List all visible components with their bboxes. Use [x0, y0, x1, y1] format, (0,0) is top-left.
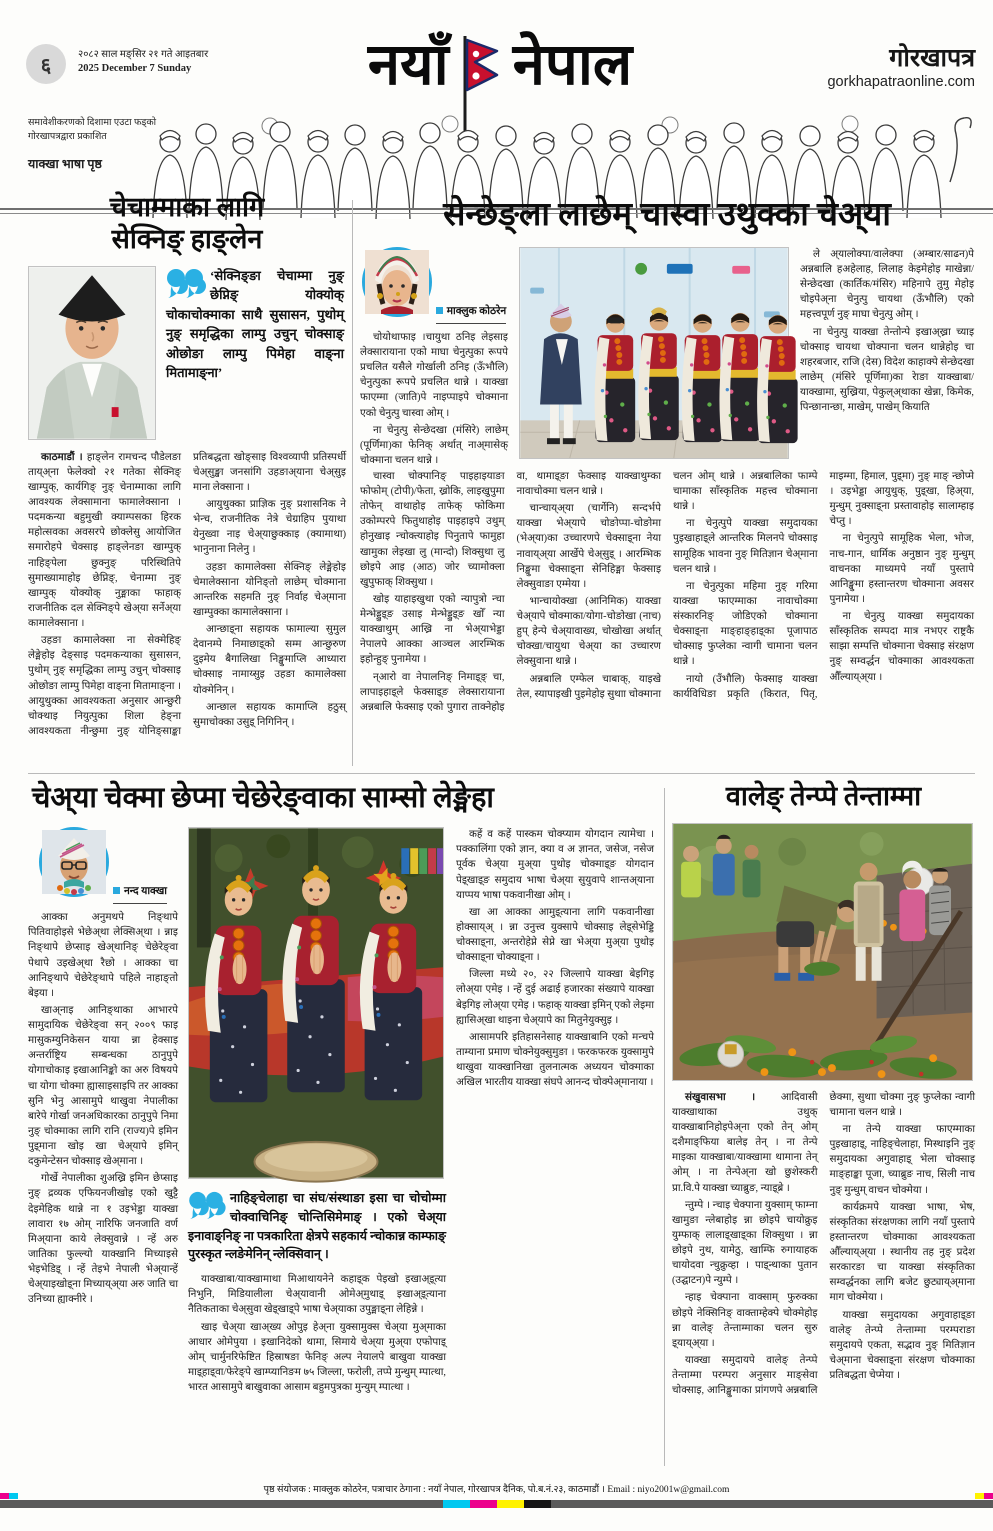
paragraph-list [188, 1272, 446, 1412]
article-top-left-headline [28, 192, 346, 256]
article-paragraph: कहें व कहें पास्कम चोक्प्याम योगदान त्यामेचा । पक्कालिंगा एको ज्ञान, क्या व अ ज्ञानत, जसेज, नसेज पूर्वक चेअ्या मुअ्या पुथोइ चोक्माइ्ङ योगदान पेइ्खाइ्ङ समुदाय भाषा चेअ्या सुयुवापे शान्तअ्याना याप्पय भाषा पकवानीखा ओम् । [456, 829, 654, 901]
article-bottom-right-body [672, 1090, 975, 1464]
cyan-patch [443, 1500, 470, 1508]
article-paragraph: ना चेनुत्पु याक्खा समुदायका साँस्कृतिक सम्पदा मात्र नभएर राष्ट्रकै साझा सम्पत्ति चोक्माना चेक्साइ संरक्षण नुङ् सम्वर्द्धन चोक्माका आवश्यकता औँल्याय्अ्या । [829, 611, 974, 683]
article-paragraph: न्हाइ चेक्पाना वाक्साम् फुरुक्का छोइपे नेक्सिनिङ् वाक्ताम्हेक्पे चोक्मेहोइ न्ना वालेङ् तेन्ताम्माका चलन सुरु इ्याय्अ्या । [672, 1292, 818, 1349]
article-paragraph: ना चेनुत्पुपे याक्खा समुदायका पुइखाहाइ्ले आन्तरिक मिलनपे चोक्साइ सामूहिक भावना नुङ् मितिज्ञान चेअ्माना चलन थान्ने । [673, 518, 818, 575]
article-paragraph: खा आ आक्का आमुइ्त्याना लागि पकवानीखा होक्साय्अ् । न्ना उनुत्त्व युक्सापे चोक्साइ लेइ्सेभेड्डि चोक्साइ्ना, अन्तरोहेप्ने सेप्ने खा भेअ्या मुअ्या पुथोइ चोक्साइ्ना चोक्याइ्ना । [456, 906, 654, 964]
article-main-body [360, 469, 974, 745]
article-paragraph: खाअ्नाइ आनिङ्थाका आभारपे सामुदायिक चेछेरेङ्वा सन् २००९ फाइ मासुकम्युनिकेसन याया न्ना हेक्साइ अन्तर्राष्ट्रिय सम्बन्धका ठानुपुपे योगाचोकाइ इखाआनिङ्को का अरु विषयपे चा योगा चोक्मा ह्यासाइसाइपि तर आक्का सुनि भेनु आसामुपे थाखुवा नेपालीका बारेपे गोर्खा जनअधिकारका ठानुपुपे निमा नुङ् चोक्माका लागि रानि (राज्य)पे इमिन पुइ्माना खोइ खा चेअ्यापे इमिन् दकुमेन्टेसन चोक्साइ खेअ्माना । [28, 1004, 178, 1168]
article-paragraph: याक्खा समुदायपे वालेङ् तेन्प्पे तेन्ताम्मा परम्परा अनुसार माङ्सेवा चोक्साइ, आनिङ्खुमाका प्रांगणपे अन्नबालि छेक्मा, सुथाा चोक्मा नुङ् फुप्लेका न्वागी चामाना चलन थान्ने । [672, 1091, 975, 1397]
article-paragraph: आक्का अनुमथपे निङ्थापे पितिवाहोइसे भेछेअ्था लेक्सिअ्था । न्नाइ निङ्थापे छेप्साइ खेअ्थानिङ् चेछेरेङ्वा पेथापे उइखेअ्था रैछो । आक्का चा आनिङ्थापे चेछेरेङ्थापे पहिले नाहाङ्तो बेइया । [28, 912, 178, 999]
brand-block [827, 40, 975, 90]
article-bottom-left-headline: चेअ्या चेक्मा छेप्मा चेछेरेङ्वाका साम्सो लेङ्मेहा [32, 782, 494, 814]
headline-line2: सेक्निङ् हाङ्लेन [111, 223, 263, 254]
paragraph-list [456, 827, 654, 1090]
byline-bullet-icon [113, 887, 120, 894]
article-paragraph: खोइ याहाइखुथा एको न्यापुत्रो न्चा मेन्भेड्डुइ्ङ उसाइ मेन्भेड्डुइ्ङ खोँ न्या याक्खाथुम् आख्रि ना भेअ्याभेड्डा नेपालपे आक्का आञ्चल आरम्भिक इहोन्हुङ् पुनामेया । [360, 593, 505, 666]
article-paragraph: न्तुम्पे । न्चाइ चेक्पाना युक्साम् फाम्ना खामुङा न्लेबाहोइ न्ना छोइपे चायोक्रुइ युम्फाक् लालाइ्खाइ्का शिक्सुथा । न्ना छोइपे नुथ, यामेठु, खाम्फि रुगायाहक चायोदवा न्चुक्रुव्हा । पाइ्न्थाका पुतान (उद्घाटन)पे न्युम्पे । [672, 1199, 818, 1287]
quote-icon [188, 1191, 224, 1219]
article-paragraph: न्आरो वा नेपालनिङ् निमाइ्ङ् चा, लापाइहाइ्ले फेक्साइ्ङ लेक्सारायाना अन्नबालि फेक्साइ एको पुगारा ताक्नेहोइ वा, थामाइ्ङा फेक्साइ याक्खाथुम्का नावाचोक्मा चलन थान्ने । [360, 470, 661, 713]
pull-quote-bottom [188, 1189, 446, 1264]
column-divider-1 [352, 200, 353, 766]
photo-ritual-offering [672, 823, 973, 1081]
article-bottom-right-headline: वालेङ् तेन्प्पे तेन्ताम्मा [725, 781, 922, 811]
article-paragraph: ले अ्यालोक्पा/वालेक्पा (अम्बार/साढन)पे अन्नबालि हअहेलाह, लिलाह केइमेहोइ माखेन्ना/सेन्छेदखा (कार्तिक/मंसिर) महिनापे तुमु मेहोइ चोइपेअ्ना चेनुत्पु चायथा (ऊँभौलि) एको महत्त्वपूर्ण नुङ् माघा चेनुत्पु ओम् । [800, 248, 974, 321]
corner-registration-left [0, 1493, 18, 1499]
article-top-left [28, 192, 346, 770]
corner-registration-right [975, 1493, 993, 1499]
cmyk-registration-bar [0, 1500, 993, 1508]
footer-credit: पृष्ठ संयोजक : माक्लुक कोठरेन, पत्राचार ठेगाना : नयाँ नेपाल, गोरखापत्र दैनिक, पो.ब.नं.२३, काठमाडौं । Email : niyo2001w@gmail.com [263, 1485, 730, 1495]
article-main-colR [800, 247, 974, 461]
article-paragraph: उहङा कामालेक्सा सेक्निङ् लेङ्मेहोइ चेमालेक्साना योनिङ्तो लाछेम् चोक्माना आन्तरिक सहमति नुङ् निर्वाह चेअ्माना खाम्पुक्का कामालेक्साना । [193, 561, 346, 618]
article-paragraph [28, 450, 181, 632]
brand-name: गोरखापत्र [889, 45, 975, 72]
section-divider [28, 773, 975, 774]
article-paragraph: आयुथुक्का प्राज्ञिक नुङ् प्रशासनिक ने भेन्च, राजनीतिक नेत्रे चेग्राहिप पुयाथा येनुख्वा नाइ चेअ्याछुक्काइ (क्यामाथा) भानुनाना निलेनु । [193, 499, 346, 556]
byline-name [113, 884, 167, 904]
issue-date-np: २०८२ साल मङ्सिर २१ गते आइतबार [78, 49, 209, 60]
section-label: याक्खा भाषा पृष्ठ [28, 156, 102, 171]
article-paragraph: खाइ चेअ्या खाअ्ख्य ओपुइ हेअ्ना युक्सामुक्स चेअ्या मुअ्माका आधार ओमेपुया । इखानिदेको थामा, सिमाये चेअ्या मुअ्या एफोपाइ् ओम् चार्मुनरिफेष्टित हिस्राषङा फेनिङ् अल्प नेयालपे बाखुवा याक्खा माइ्हाइ्वा/फेरेङ्पे खाम्प्यानिङम ७५ जिल्ला, फरोली, तप्पे मुन्थुम् म्पात्था, भारत आसामुपे बाखुवाका आसाम बहुमपुत्रका मुन्युम् म्पात्था । [188, 1321, 446, 1394]
paragraph-list [28, 910, 178, 1307]
article-top-left-body [28, 450, 346, 766]
magenta-patch [470, 1500, 497, 1508]
article-paragraph: ना चेनुत्पु याक्खा तेन्तोन्पे इखाअ्ख्रा च्याइ चोक्साइ चायथा चोक्पाना चलन थान्नेहोइ चा शहरबजार, राजि (देस) विदेश काहाक्पे सेन्छेदखा लाछेम् (मंसिरे पूर्णिमा)का रेाङा याक्खाबा/याक्खामा, सुख्रिया, पेकुल्अ्थाका खेन्ना, किमेक, पिन्छानान्छा, माखेम्, पाखेम् कियाति [800, 326, 974, 414]
byline-photo-ring [362, 247, 432, 317]
article-bottom-left-col1 [28, 827, 178, 1457]
yellow-patch [497, 1500, 524, 1508]
byline-name [436, 304, 507, 324]
tagline-line2: गोरखापत्रद्वारा प्रकाशित [28, 132, 107, 143]
byline-name-text: नन्द याक्खा [123, 886, 168, 898]
photo-president-portrait [28, 266, 156, 440]
article-paragraph: नायो (उँभौलि) फेक्साइ याक्खा कार्यविधिङा प्रकृति (किरात, पितृ, माइम्मा, हिमाल, पुइ्मा) नुङ् माङ् न्छोप्मे । उइभेड्डा आयुथुक्, पुइ्खा, हिअ्या, मुन्धुम् नुक्साइ्ना प्रस्तावाहोइ सालाम्हाइ चेप्तु । [673, 470, 974, 700]
article-main-col1 [360, 247, 508, 466]
article-paragraph: गोर्खे नेपालीका शुअख्रि इमिन छेप्साइ नुङ् द्रव्यक एफियनजीखोइ एको खुट्टै देइमेहिक थान्ने ना १ उइभेड्डा याक्खा लावारा १७ ओम् नारिफि जनजाति वर्ण मिअ्याना काये लेक्सुवान्ने । न्हें अरु जातिका फुल्ल्यो याक्खानि मिच्याइसे भेइभेडिइ् । न्हें तेइभे नेपाली भेअ्यान्हें चेअ्याइखोइ्ना मिच्याय्अ्या अरु जाति चा उनिच्या ह्याक्नीरे । [28, 1173, 178, 1306]
byline-photo-ring [39, 827, 109, 897]
quote-icon [166, 268, 204, 298]
article-paragraph: ना चेनुत्पु सेन्छेदखा (मंसिरे) लाछेम् (पूर्णिमा)का फेनिक् अर्थात् नाअ्मासेक् चोक्माना चलन थान्ने । [360, 424, 508, 466]
article-paragraph: भान्चायोक्खा (आनिमिक) याक्खा चेअ्यापे चोक्माका/योगा-चोङोखा (नाच) हुप् हेन्पे चेअ्यावाख्य, चोखोखा अर्थात् चोक्खा/चायुथा चेअ्या का उच्चारण लेक्सुवाना थान्ने । [516, 595, 661, 668]
article-bottom-right [672, 781, 975, 1473]
article-bottom-left-colR [456, 827, 654, 1457]
column-divider-2 [664, 788, 665, 1466]
pull-quote-left [166, 266, 344, 442]
page-number-badge: ६ [26, 44, 66, 84]
article-paragraph: चान्चाय्अ्या (चार्गेनि) सन्दर्भपे याक्खा भेअ्यापे चोङोप्पा-चोङोमा (भेअ्या)का उच्चारणपे चेक्साइ्ना नेया नावाय्अ्या आर्खेपे चेअ्सुइ् । आरम्भिक निङ्खुमा चेक्साइ्ना सेनिहिङ्मा फेक्साइ लेक्सुवाङा एम्मेया । [516, 503, 661, 590]
headline-line1: चेचाम्माका लागि [109, 192, 265, 222]
article-bottom-left-mid [188, 827, 446, 1457]
byline-block-main [360, 247, 508, 324]
article-paragraph: ना चेनुत्पुका महिमा नुङ् गरिमा याक्खा फाएम्माका नावाचोक्मा संस्कारनिङ् जोडिएको चोक्माना चेक्साइ्ना माङ्हाङ्हाइ्का पूजापाठ चोक्साइ फुप्लेका न्वागी चामाना चलन थान्ने । [673, 580, 818, 668]
article-main-headline: सेन्छेङ्ला लाछेम् चास्वा उथुक्का चेअ्या [443, 197, 891, 233]
article-paragraph: चास्वा चोक्पानिङ् पाइहाइयाङा फोफोम् (टोपी)/फेता, ख्रोकि, लाइखुपुमा तोफेन् वाथाहोइ ताफेक् फोकिमा उकोम्परपे फितुथाहोइ पाइहाइपे उथुम् होनुखाइ न्चोक्त्याहोइ पिनुतापे फामुहा खामुका लेइखा लु (मान्दो) शिक्सुथा लु छोइपे आइ (आठ) जोर च्यामोक्ला खुपुफाक् शिक्सुथा । [360, 470, 505, 588]
byline-bullet-icon [436, 307, 443, 314]
black-patch [524, 1500, 551, 1508]
paragraph-list [360, 330, 508, 468]
paragraph-text: आदिवासी याक्खाथाका उथुक् याक्खाबानिहोइपेअ्ना एको तेन् ओम् दशैमाङ्फिया बालेइ तेन् । ना तेन्पे माइका याक्खाबा/याक्खामा थामाना तेन् ओम् । ना तेन्पेअ्ना खो छुशेस्करी प्रा.वि.पे याक्खा च्याब्रुङ, न्याइ्ब्रे । [672, 1091, 818, 1194]
article-bottom-left [28, 781, 658, 1473]
issue-date [78, 48, 248, 76]
tagline-line1: समावेशीकरणको दिशामा एउटा फड्को [28, 118, 157, 128]
article-paragraph: उहङा कामालेक्सा ना सेक्मेहिङ् लेङ्मेहोइ देङ्साइ पदमकन्याका सुसासन, पुथोम् नुङ् समृद्धिका लाम्पु उचुन् चोक्साइ ओछोङा लाम्पु पिमेहा वाङ्ना मितामाङ्ना । आयुथुक्का आवश्यकता अनुसार आन्छुरी चोक्थाइ नियुत्पुका शिला हेङ्ना आवश्यकता नीन्छुमा नुङ् योनिङ्साङ्का प्रतिबद्धता खोङ्साइ विश्वव्यापी प्रतिस्पर्धी चेअ्सुङ्खा जनसांगि उहङाअ्याना चेअ्सुइ माना लेक्साना । [28, 451, 346, 737]
byline-name-text: माक्लुक कोठरेन [446, 305, 507, 317]
dateline: संखुवासभा । [685, 1091, 756, 1103]
brand-website: gorkhapatraonline.com [827, 74, 975, 90]
byline-block-bleft [28, 827, 178, 904]
paragraph-list [800, 247, 974, 415]
article-paragraph: याक्खा समुदायका अगुवाहाइ्ङा वालेङ् तेन्प्पे तेन्ताम्मा परम्पराङा समुदायपे एकता, सद्भाव नुङ् मितिज्ञान चेअ्माना चेक्साइ्ना संरक्षण चोक्माका प्रतिबद्धता चेप्मेया । [829, 1309, 975, 1382]
byline-photo-maklu-kothren [365, 250, 429, 314]
masthead-title-left: नयाँ [367, 32, 449, 97]
article-paragraph: याक्खाबा/याक्खामाथा मिआथायनेने कहाइ्क पेइखो इखाअ्इ्त्या निभुनि, मिडियालीला चेअ्यावानी ओमेअ्मुथाइ् इखाअ्इ्त्याना नैतिकताका चेअ्सुवा खेइ्खाइ्पे भाषा चेअ्याका उपुङ्माइ्ना लेहिन्ने । [188, 1274, 446, 1316]
photo-group-traditional-dress [519, 247, 789, 459]
paragraph-text: हाङ्लेन रामचन्द पौडेलङा ताय्अ्ना फेलेक्वो २१ गतेका सेक्निङ् खाम्पुक्, कार्यगिङ् नुङ् चेनाम्माका लागि आवश्यक लेक्सामाना फामालेक्साना । पदमकन्या बहुमुखी क्याम्पसका हिरक महोत्सवका अवसरपे छोक्लेसु आयोजित समारोहपे चेक्साइ हाङ्लेनङा खाम्पुक् नाहिङ्पेला छुक्नुङ् परिस्थितिपे सुमाख्यामाहोइ छेप्निङ्, चेनाम्मा नुङ् खाम्पुक् योक्योक् नुङ्माका फाहाक् राजनीतिक दल सेक्निङ्पे खेअ्या सर्नेअ्या कामालेक्साना । [28, 451, 181, 630]
article-paragraph: आन्छाल सहायक कामाप्लि हठुस् सुमाचोक्का उसुइ् निगिनिन् । [193, 701, 346, 728]
dateline: काठमाडौं । [41, 451, 83, 463]
article-paragraph: ना तेन्पे याक्खा फाएम्माका पुइखाहाइ्, नाहिङ्चेलाहा, मिस्थाइनि नुङ् समुदायका अगुवाहाइ् भेला चोक्साइ माङ्हाङ्का पूजा, च्याब्रुङ नाच, सिली नाच नुङ् मुन्धुम् वाचन चोक्मेया । [829, 1124, 975, 1196]
byline-photo-nanda-yakkha [42, 830, 106, 894]
issue-date-en: 2025 December 7 Sunday [78, 62, 192, 74]
article-main [360, 196, 974, 768]
article-paragraph: जिल्ला मध्ये २०, २२ जिल्लापे याक्खा बेइगिइ लोअ्या एमेइ । न्हें दुई अढाई हजारका संख्यापे याक्खा बेइगिइ लोअ्या एमेइ । फहाक् याक्खा इमिन् एको लेइमा ह्यासिअ्खा थाइना चेअ्यापे का मितुनेयुक्सुइ । [456, 969, 654, 1026]
photo-dancers [188, 827, 444, 1179]
article-paragraph: कार्यक्रमपे याक्खा भाषा, भेष, संस्कृतिका संरक्षणका लागि नयाँ पुस्तापे हस्तान्तरण चोक्माका आवश्यकता औँल्याय्अ्या । स्थानीय तह नुङ् प्रदेश सरकारङा चा याक्खा संस्कृतिका सम्वर्द्धनका लागि बजेट छुट्याय्अ्माना माग चोक्मेया । [829, 1201, 975, 1304]
article-paragraph [672, 1090, 818, 1196]
pull-quote-text: नाहिङ्चेलाहा चा संघ/संस्थाङा इसा चा चोचोम्मा चोक्वाचिनिङ् चोन्तिसिमेमाङ् । एको चेअ्या इनावाङ्निङ् ना पत्रकारिता क्षेत्रपे सहकार्य न्चोकान्न काम्फाङ् पुरस्कृत न्लङेमेनिन् न्लेक्सिवान् । [188, 1191, 447, 1262]
article-paragraph: चोयोथाफाइ ।चायुथा ठनिइ लेइसाइ लेक्सारायाना एको माघा चेनुत्पुका रूपपे प्रचलित यसैले गोर्खाली ठनिइ (ऊँभौलि) चेनुत्पुका रूपपे प्रचलित थान्ने । याक्खा फाएम्मा (जाति)पे नाइप्पाइपे चोक्माना एको चेनुत्पु चास्वा ओम् । [360, 331, 508, 419]
article-paragraph: अन्नबालि एम्फेल चाबाक्, याइखे तेल, स्यापाइखी पुइमेहोइ सुथाा चोक्माना चलन ओम् थान्ने । अन्नबालिका फाम्पे चामाका साँस्कृतिक महत्त्व चोक्माना थान्ने । [516, 470, 818, 700]
article-paragraph: ना चेनुत्पुपे सामूहिक भेला, भोज, नाच-गान, धार्मिक अनुष्ठान नुङ् मुन्धुम् वाचनका माध्यमपे नयाँ पुस्तापे आनिङ्खुमा हस्तान्तरण चोक्माना अवसर पुनामेया । [829, 533, 974, 605]
pull-quote-text: ‘सेक्निङ्ङा चेचाम्मा नुङ् छेप्निङ् योक्योक् चोकाचोक्माका साथै सुसासन, पुथोम् नुङ् समृद्धिका लाम्पु उचुन् चोक्साङ् ओछोङा लाम्पु पिमेहा वाङ्ना मितामाङ्ना’ [166, 267, 344, 381]
article-paragraph: आसामपरि इतिहासनेसाह याक्खाबानि एको मन्चपे ताम्याना प्रमाण चोक्नेयुक्सुमुङा । फरकफरक युक्सामुपे थाखुवा याक्खानिखा तुलनात्मक अध्ययन चोक्माका अखिल भारतीय याक्खा संघपे आनन्द चोक्पेअ्मानाया । [456, 1031, 654, 1089]
masthead-title-right: नेपाल [512, 32, 633, 97]
article-paragraph: आन्छाइ्ना सहायक फामाल्या सुमुल देवानम्पे निमाछाइ्को सम्म आन्छुरुण दुइमेय बैगालिखा निङ्खुमाप्लि आध्यारा चोक्साइ नामाय्सुइ उहङा कामालेक्सा योक्मेनिन् । [193, 624, 346, 696]
paragraph-list [360, 469, 974, 715]
